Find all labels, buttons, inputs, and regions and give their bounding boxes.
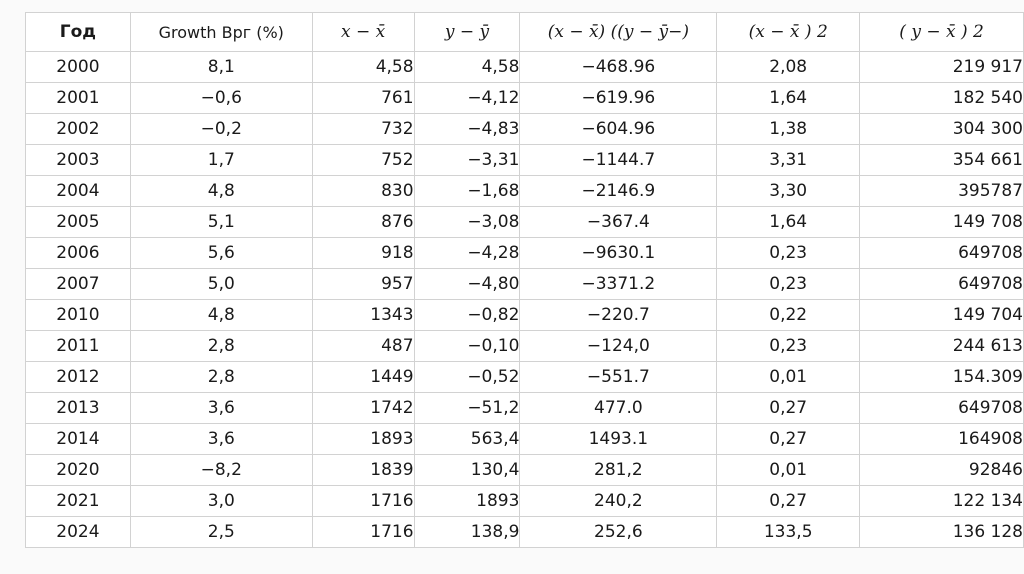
cell-x-squared: 0,01 [717, 362, 860, 393]
cell-year: 2011 [26, 331, 131, 362]
cell-xy-product: −468.96 [520, 52, 717, 83]
cell-growth: 2,5 [130, 517, 312, 548]
table-row [26, 176, 1024, 207]
cell-year: 2004 [26, 176, 131, 207]
cell-x-squared: 0,01 [717, 455, 860, 486]
cell-y-squared: 649708 [860, 393, 1024, 424]
cell-y-deviation: −3,08 [414, 207, 520, 238]
cell-growth: 5,1 [130, 207, 312, 238]
cell-xy-product: 477.0 [520, 393, 717, 424]
cell-y-squared: 136 128 [860, 517, 1024, 548]
cell-x-deviation: 1893 [312, 424, 414, 455]
cell-y-deviation: 138,9 [414, 517, 520, 548]
cell-y-deviation: −4,12 [414, 83, 520, 114]
table-row [26, 331, 1024, 362]
cell-xy-product: −9630.1 [520, 238, 717, 269]
cell-y-squared: 649708 [860, 238, 1024, 269]
cell-x-deviation: 1839 [312, 455, 414, 486]
table-header-row [26, 13, 1024, 52]
header-y-deviation: y − ȳ [414, 13, 520, 52]
table-row [26, 238, 1024, 269]
cell-y-squared: 244 613 [860, 331, 1024, 362]
cell-y-deviation: 4,58 [414, 52, 520, 83]
cell-x-squared: 0,27 [717, 486, 860, 517]
header-x-squared: (x − x̄ ) 2 [717, 13, 860, 52]
cell-x-squared: 1,64 [717, 83, 860, 114]
cell-year: 2013 [26, 393, 131, 424]
cell-y-squared: 354 661 [860, 145, 1024, 176]
table-body [26, 52, 1024, 548]
cell-year: 2002 [26, 114, 131, 145]
table-row [26, 517, 1024, 548]
table-row [26, 83, 1024, 114]
cell-x-deviation: 761 [312, 83, 414, 114]
cell-x-squared: 2,08 [717, 52, 860, 83]
cell-xy-product: 240,2 [520, 486, 717, 517]
cell-y-deviation: −0,10 [414, 331, 520, 362]
cell-x-deviation: 1716 [312, 486, 414, 517]
cell-y-squared: 92846 [860, 455, 1024, 486]
cell-xy-product: −551.7 [520, 362, 717, 393]
cell-y-deviation: −51,2 [414, 393, 520, 424]
cell-x-deviation: 752 [312, 145, 414, 176]
header-xy-product: (x − x̄) ((y − ȳ−) [520, 13, 717, 52]
cell-x-squared: 3,31 [717, 145, 860, 176]
cell-growth: 4,8 [130, 176, 312, 207]
table-row [26, 145, 1024, 176]
cell-x-squared: 1,64 [717, 207, 860, 238]
cell-y-deviation: −4,83 [414, 114, 520, 145]
table-row [26, 486, 1024, 517]
cell-y-deviation: −0,52 [414, 362, 520, 393]
cell-growth: 5,6 [130, 238, 312, 269]
cell-x-deviation: 918 [312, 238, 414, 269]
cell-x-squared: 133,5 [717, 517, 860, 548]
statistics-table [25, 12, 1024, 548]
cell-xy-product: −619.96 [520, 83, 717, 114]
cell-y-squared: 122 134 [860, 486, 1024, 517]
cell-year: 2021 [26, 486, 131, 517]
cell-growth: 5,0 [130, 269, 312, 300]
header-year: Год [26, 13, 131, 52]
cell-x-deviation: 876 [312, 207, 414, 238]
cell-xy-product: 252,6 [520, 517, 717, 548]
table-row [26, 393, 1024, 424]
cell-growth: 4,8 [130, 300, 312, 331]
cell-y-deviation: −0,82 [414, 300, 520, 331]
cell-x-deviation: 957 [312, 269, 414, 300]
table-row [26, 424, 1024, 455]
table-row [26, 52, 1024, 83]
cell-x-deviation: 830 [312, 176, 414, 207]
table-row [26, 455, 1024, 486]
cell-xy-product: −1144.7 [520, 145, 717, 176]
cell-y-deviation: −1,68 [414, 176, 520, 207]
cell-x-squared: 0,23 [717, 331, 860, 362]
cell-growth: −0,6 [130, 83, 312, 114]
header-growth: Growth Врг (%) [130, 13, 312, 52]
cell-xy-product: −367.4 [520, 207, 717, 238]
cell-year: 2012 [26, 362, 131, 393]
cell-growth: 1,7 [130, 145, 312, 176]
cell-x-deviation: 1343 [312, 300, 414, 331]
cell-y-deviation: −4,28 [414, 238, 520, 269]
cell-year: 2006 [26, 238, 131, 269]
cell-year: 2005 [26, 207, 131, 238]
cell-x-squared: 0,22 [717, 300, 860, 331]
cell-year: 2020 [26, 455, 131, 486]
cell-year: 2010 [26, 300, 131, 331]
cell-y-squared: 182 540 [860, 83, 1024, 114]
table-row [26, 207, 1024, 238]
cell-x-squared: 0,27 [717, 424, 860, 455]
cell-y-deviation: −3,31 [414, 145, 520, 176]
table-row [26, 362, 1024, 393]
cell-year: 2007 [26, 269, 131, 300]
cell-year: 2003 [26, 145, 131, 176]
cell-x-deviation: 732 [312, 114, 414, 145]
cell-growth: 2,8 [130, 331, 312, 362]
cell-growth: 3,6 [130, 424, 312, 455]
cell-y-deviation: 563,4 [414, 424, 520, 455]
cell-growth: −8,2 [130, 455, 312, 486]
table-row [26, 300, 1024, 331]
cell-x-deviation: 1716 [312, 517, 414, 548]
cell-growth: 2,8 [130, 362, 312, 393]
cell-y-deviation: −4,80 [414, 269, 520, 300]
cell-x-squared: 0,23 [717, 269, 860, 300]
cell-growth: 3,0 [130, 486, 312, 517]
cell-year: 2000 [26, 52, 131, 83]
table-row [26, 114, 1024, 145]
header-x-deviation: x − x̄ [312, 13, 414, 52]
cell-xy-product: −2146.9 [520, 176, 717, 207]
cell-x-squared: 3,30 [717, 176, 860, 207]
cell-year: 2024 [26, 517, 131, 548]
cell-x-deviation: 4,58 [312, 52, 414, 83]
cell-xy-product: −3371.2 [520, 269, 717, 300]
cell-x-deviation: 1742 [312, 393, 414, 424]
cell-xy-product: −220.7 [520, 300, 717, 331]
cell-year: 2014 [26, 424, 131, 455]
header-y-squared: ( y − x̄ ) 2 [860, 13, 1024, 52]
cell-xy-product: 1493.1 [520, 424, 717, 455]
cell-y-squared: 304 300 [860, 114, 1024, 145]
cell-xy-product: −124,0 [520, 331, 717, 362]
cell-xy-product: 281,2 [520, 455, 717, 486]
table-row [26, 269, 1024, 300]
cell-y-squared: 164908 [860, 424, 1024, 455]
cell-y-squared: 649708 [860, 269, 1024, 300]
cell-x-deviation: 1449 [312, 362, 414, 393]
cell-x-squared: 1,38 [717, 114, 860, 145]
cell-y-squared: 219 917 [860, 52, 1024, 83]
cell-growth: 8,1 [130, 52, 312, 83]
cell-y-squared: 395787 [860, 176, 1024, 207]
cell-xy-product: −604.96 [520, 114, 717, 145]
cell-y-deviation: 1893 [414, 486, 520, 517]
cell-x-deviation: 487 [312, 331, 414, 362]
cell-y-squared: 149 708 [860, 207, 1024, 238]
cell-y-squared: 154.309 [860, 362, 1024, 393]
cell-year: 2001 [26, 83, 131, 114]
cell-x-squared: 0,27 [717, 393, 860, 424]
cell-y-deviation: 130,4 [414, 455, 520, 486]
cell-x-squared: 0,23 [717, 238, 860, 269]
cell-growth: −0,2 [130, 114, 312, 145]
cell-y-squared: 149 704 [860, 300, 1024, 331]
cell-growth: 3,6 [130, 393, 312, 424]
